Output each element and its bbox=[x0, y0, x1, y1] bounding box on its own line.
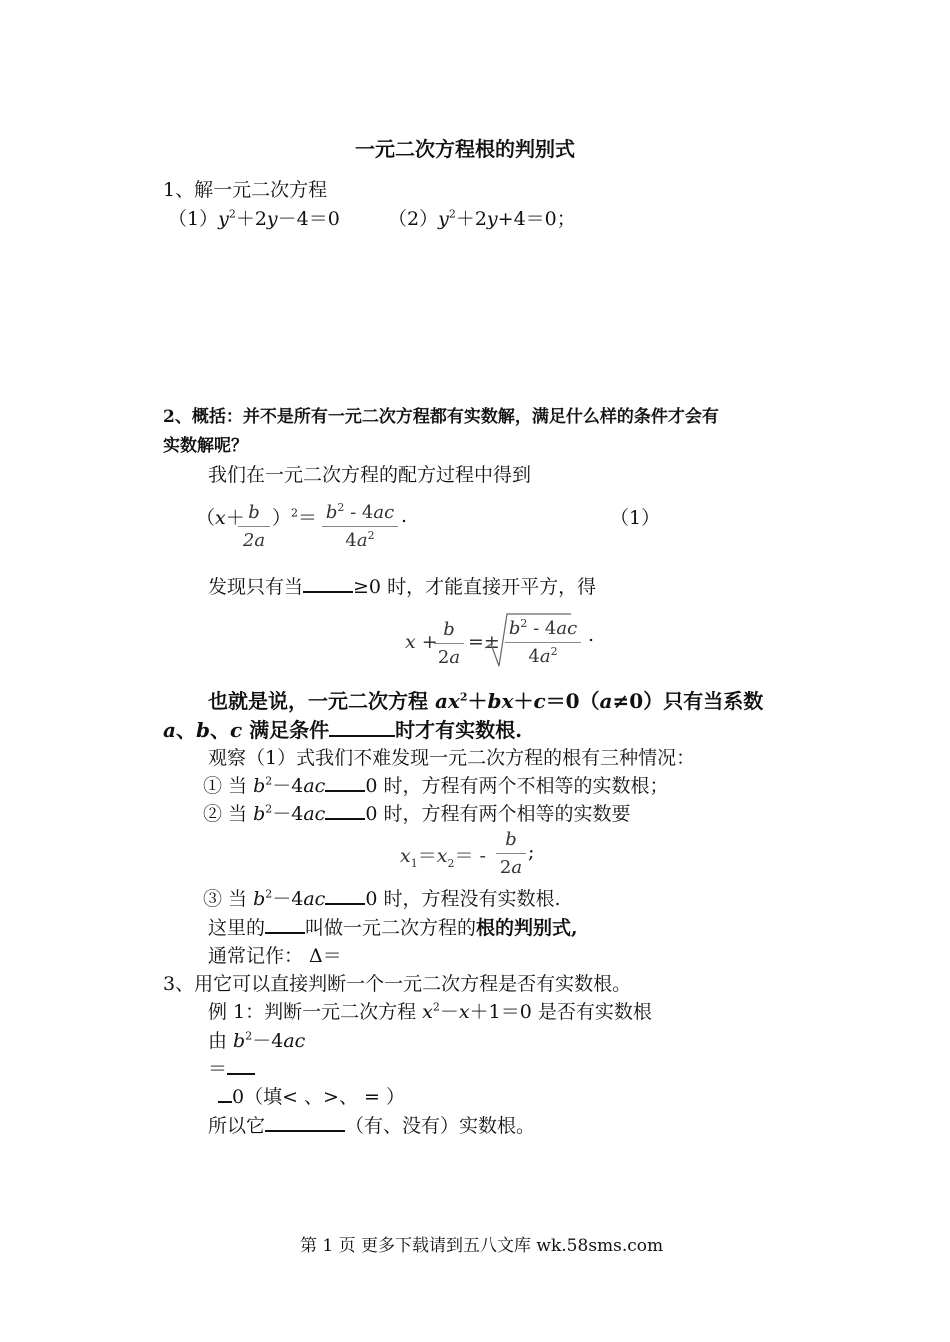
formula1-fraction-discriminant: $b^2 - 4ac$ $4a^2$ bbox=[322, 502, 398, 551]
formula1-tag: （1） bbox=[610, 507, 661, 529]
discriminant-definition: 这里的 叫做一元二次方程的根的判别式, bbox=[208, 913, 578, 940]
page-footer: 第 1 页 更多下载请到五八文库 wk.58sms.com bbox=[300, 1236, 664, 1256]
formula2-pm: =± bbox=[468, 631, 500, 653]
example-compare: 0（填< 、>、 = ） bbox=[218, 1082, 405, 1109]
case2-formula: $x_1=x_2=$ - bbox=[400, 845, 486, 870]
conclusion-line1: 也就是说，一元二次方程 $ax^2+bx+c=0(a\ne 0)$只有当系数 bbox=[208, 689, 764, 713]
example-equals: ＝ bbox=[208, 1054, 255, 1081]
formula1-dot: . bbox=[401, 505, 408, 527]
equation-2: $(2)y^2+2y+4=0$； bbox=[388, 207, 576, 230]
case-1: ① 当 $b^2-4ac$ 0 时，方程有两个不相等的实数根； bbox=[203, 771, 668, 798]
observe-text: 观察（1）式我们不难发现一元二次方程的根有三种情况： bbox=[208, 747, 696, 769]
found-line: 发现只有当 ≥0 时，才能直接开平方，得 bbox=[208, 572, 596, 599]
case-2: ② 当 $b^2-4ac$ 0 时，方程有两个相等的实数要 bbox=[203, 799, 630, 826]
formula2-x: x + bbox=[405, 631, 438, 653]
intro-text: 我们在一元二次方程的配方过程中得到 bbox=[208, 464, 532, 486]
blank-real-root-condition[interactable] bbox=[329, 717, 395, 737]
blank-value[interactable] bbox=[227, 1055, 255, 1075]
section2-heading-line2: 实数解呢？ bbox=[163, 436, 248, 456]
conclusion-line2: a、b、c 满足条件 时才有实数根. bbox=[163, 718, 523, 742]
example-by: 由 $b^2-4ac$ bbox=[208, 1029, 306, 1052]
section2-heading-line1: 2、概括：并不是所有一元二次方程都有实数解，满足什么样的条件才会有 bbox=[163, 407, 719, 427]
section1-heading: 1、解一元二次方程 bbox=[163, 179, 328, 201]
blank-case1[interactable] bbox=[325, 772, 365, 792]
notation-line: 通常记作： Δ＝ bbox=[208, 945, 342, 967]
blank-compare[interactable] bbox=[218, 1083, 232, 1103]
formula2-fraction-discriminant: $b^2 - 4ac$ $4a^2$ bbox=[505, 618, 581, 667]
case2-fraction-b-2a: b 2a bbox=[496, 829, 526, 878]
case2-semicolon: ; bbox=[528, 841, 535, 863]
section3-heading: 3、用它可以直接判断一个一元二次方程是否有实数根。 bbox=[163, 973, 632, 995]
example-conclusion: 所以它 （有、没有）实数根。 bbox=[208, 1111, 535, 1138]
formula2-fraction-b-2a: b 2a bbox=[434, 619, 464, 668]
formula2-dot: . bbox=[588, 624, 595, 646]
formula1-mid: ）$^2$＝ bbox=[272, 506, 318, 529]
formula1-left: （x＋ bbox=[196, 507, 245, 529]
page-title: 一元二次方程根的判别式 bbox=[355, 137, 575, 161]
case-3: ③ 当 $b^2-4ac$ 0 时，方程没有实数根. bbox=[203, 884, 561, 911]
example-1: 例 1：判断一元二次方程 $x^2-x+1=0$ 是否有实数根 bbox=[208, 1000, 652, 1023]
blank-condition[interactable] bbox=[303, 573, 353, 593]
blank-case2[interactable] bbox=[325, 800, 365, 820]
equation-1: $(1)y^2+2y-4=0$ bbox=[168, 207, 340, 230]
blank-case3[interactable] bbox=[325, 885, 365, 905]
formula1-fraction-b-2a: b 2a bbox=[238, 502, 270, 551]
blank-discriminant[interactable] bbox=[265, 914, 305, 934]
blank-has-root[interactable] bbox=[265, 1112, 345, 1132]
